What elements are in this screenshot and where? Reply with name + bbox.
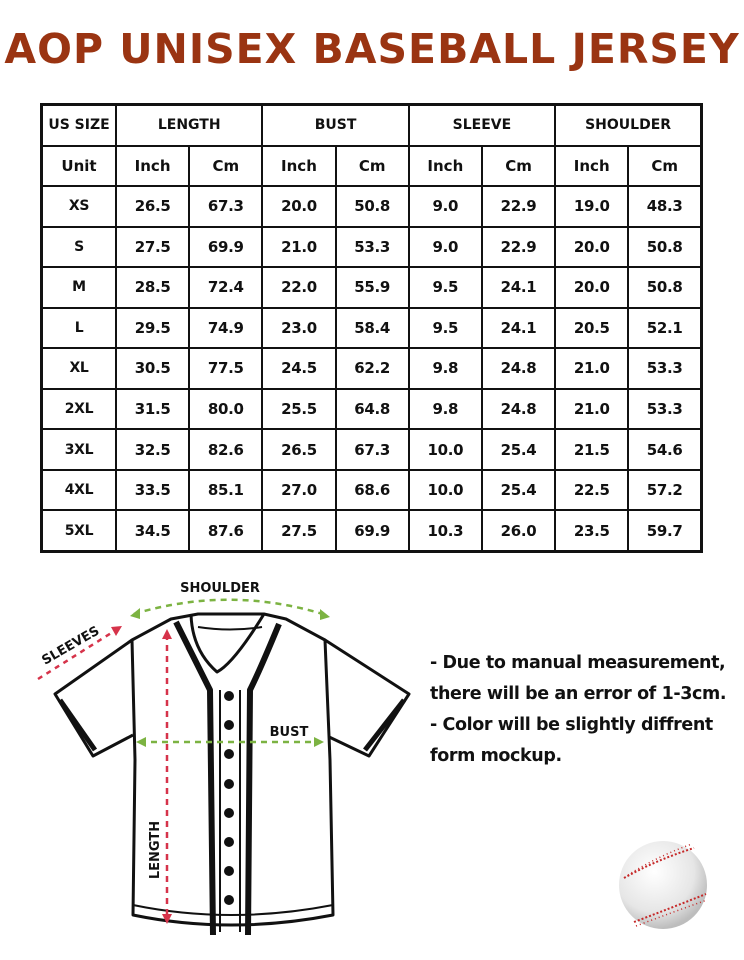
- measurement-cell: 21.0: [555, 389, 628, 430]
- measurement-cell: 21.5: [555, 429, 628, 470]
- measurement-cell: 29.5: [116, 308, 189, 349]
- measurement-cell: 52.1: [628, 308, 701, 349]
- size-cell: S: [42, 227, 117, 268]
- measurement-cell: 72.4: [189, 267, 262, 308]
- measurement-cell: 19.0: [555, 186, 628, 227]
- measurement-cell: 26.5: [262, 429, 335, 470]
- measurement-cell: 20.0: [555, 227, 628, 268]
- header-shoulder: SHOULDER: [555, 105, 701, 146]
- measurement-cell: 59.7: [628, 510, 701, 551]
- table-row: [42, 267, 702, 308]
- measurement-cell: 20.0: [262, 186, 335, 227]
- header-us-size: US SIZE: [42, 105, 117, 146]
- table-row: [42, 470, 702, 511]
- measurement-cell: 67.3: [189, 186, 262, 227]
- unit-cell: Inch: [409, 146, 482, 187]
- measurement-cell: 21.0: [262, 227, 335, 268]
- measurement-cell: 53.3: [628, 389, 701, 430]
- size-cell: 4XL: [42, 470, 117, 511]
- measurement-cell: 31.5: [116, 389, 189, 430]
- size-cell: 2XL: [42, 389, 117, 430]
- measurement-cell: 27.5: [262, 510, 335, 551]
- note-color-difference: - Color will be slightly diffrent form mockup.: [430, 715, 713, 766]
- size-cell: XL: [42, 348, 117, 389]
- table-row: [42, 510, 702, 551]
- measurement-cell: 50.8: [628, 227, 701, 268]
- measurement-cell: 80.0: [189, 389, 262, 430]
- measurement-cell: 10.0: [409, 429, 482, 470]
- size-cell: XS: [42, 186, 117, 227]
- measurement-cell: 77.5: [189, 348, 262, 389]
- measurement-cell: 69.9: [336, 510, 409, 551]
- measurement-cell: 23.0: [262, 308, 335, 349]
- measurement-cell: 67.3: [336, 429, 409, 470]
- measurement-cell: 48.3: [628, 186, 701, 227]
- unit-cell: Inch: [555, 146, 628, 187]
- bust-label: BUST: [269, 725, 309, 740]
- jersey-outline-icon: [55, 614, 409, 935]
- measurement-cell: 54.6: [628, 429, 701, 470]
- table-row: [42, 348, 702, 389]
- measurement-notes: [430, 648, 730, 772]
- size-cell: 3XL: [42, 429, 117, 470]
- measurement-cell: 24.8: [482, 389, 555, 430]
- measurement-cell: 33.5: [116, 470, 189, 511]
- size-cell: L: [42, 308, 117, 349]
- measurement-cell: 9.5: [409, 267, 482, 308]
- header-length: LENGTH: [116, 105, 262, 146]
- measurement-cell: 64.8: [336, 389, 409, 430]
- measurement-cell: 55.9: [336, 267, 409, 308]
- size-rows: [42, 186, 702, 551]
- measurement-cell: 28.5: [116, 267, 189, 308]
- measurement-cell: 87.6: [189, 510, 262, 551]
- unit-cell: Cm: [189, 146, 262, 187]
- sleeves-label: SLEEVES: [39, 623, 103, 669]
- table-unit-row: [42, 146, 702, 187]
- measurement-cell: 34.5: [116, 510, 189, 551]
- measurement-cell: 26.5: [116, 186, 189, 227]
- measurement-cell: 21.0: [555, 348, 628, 389]
- measurement-cell: 24.8: [482, 348, 555, 389]
- size-cell: 5XL: [42, 510, 117, 551]
- measurement-cell: 57.2: [628, 470, 701, 511]
- measurement-cell: 9.8: [409, 348, 482, 389]
- measurement-cell: 53.3: [628, 348, 701, 389]
- measurement-cell: 24.1: [482, 308, 555, 349]
- measurement-cell: 26.0: [482, 510, 555, 551]
- measurement-cell: 24.5: [262, 348, 335, 389]
- header-bust: BUST: [262, 105, 408, 146]
- table-header-row: [42, 105, 702, 146]
- measurement-cell: 58.4: [336, 308, 409, 349]
- measurement-cell: 9.8: [409, 389, 482, 430]
- note-measurement-error: - Due to manual measurement, there will be an error of 1-3cm.: [430, 653, 727, 704]
- table-row: [42, 308, 702, 349]
- baseball-icon: [616, 838, 710, 932]
- measurement-cell: 62.2: [336, 348, 409, 389]
- measurement-cell: 50.8: [336, 186, 409, 227]
- unit-cell: Inch: [116, 146, 189, 187]
- measurement-cell: 9.0: [409, 227, 482, 268]
- measurement-cell: 20.0: [555, 267, 628, 308]
- measurement-cell: 85.1: [189, 470, 262, 511]
- unit-cell: Cm: [628, 146, 701, 187]
- measurement-cell: 69.9: [189, 227, 262, 268]
- measurement-cell: 9.5: [409, 308, 482, 349]
- size-cell: M: [42, 267, 117, 308]
- measurement-cell: 27.0: [262, 470, 335, 511]
- measurement-cell: 27.5: [116, 227, 189, 268]
- unit-cell: Inch: [262, 146, 335, 187]
- measurement-cell: 25.5: [262, 389, 335, 430]
- measurement-cell: 50.8: [628, 267, 701, 308]
- measurement-cell: 74.9: [189, 308, 262, 349]
- measurement-cell: 20.5: [555, 308, 628, 349]
- measurement-cell: 30.5: [116, 348, 189, 389]
- measurement-cell: 25.4: [482, 429, 555, 470]
- measurement-cell: 23.5: [555, 510, 628, 551]
- measurement-cell: 9.0: [409, 186, 482, 227]
- measurement-cell: 82.6: [189, 429, 262, 470]
- measurement-cell: 10.0: [409, 470, 482, 511]
- measurement-cell: 22.9: [482, 227, 555, 268]
- table-row: [42, 429, 702, 470]
- size-chart-table: [40, 103, 703, 553]
- page-title: AOP UNISEX BASEBALL JERSEY: [4, 25, 740, 73]
- measurement-cell: 24.1: [482, 267, 555, 308]
- table-row: [42, 389, 702, 430]
- header-sleeve: SLEEVE: [409, 105, 555, 146]
- table-row: [42, 186, 702, 227]
- measurement-cell: 10.3: [409, 510, 482, 551]
- unit-cell: Cm: [336, 146, 409, 187]
- measurement-cell: 32.5: [116, 429, 189, 470]
- measurement-cell: 22.5: [555, 470, 628, 511]
- measurement-cell: 25.4: [482, 470, 555, 511]
- jersey-diagram: [30, 570, 430, 940]
- measurement-cell: 68.6: [336, 470, 409, 511]
- shoulder-label: SHOULDER: [180, 581, 260, 596]
- measurement-cell: 22.0: [262, 267, 335, 308]
- table-row: [42, 227, 702, 268]
- unit-label: Unit: [42, 146, 117, 187]
- length-label: LENGTH: [148, 820, 163, 880]
- measurement-cell: 22.9: [482, 186, 555, 227]
- unit-cell: Cm: [482, 146, 555, 187]
- measurement-cell: 53.3: [336, 227, 409, 268]
